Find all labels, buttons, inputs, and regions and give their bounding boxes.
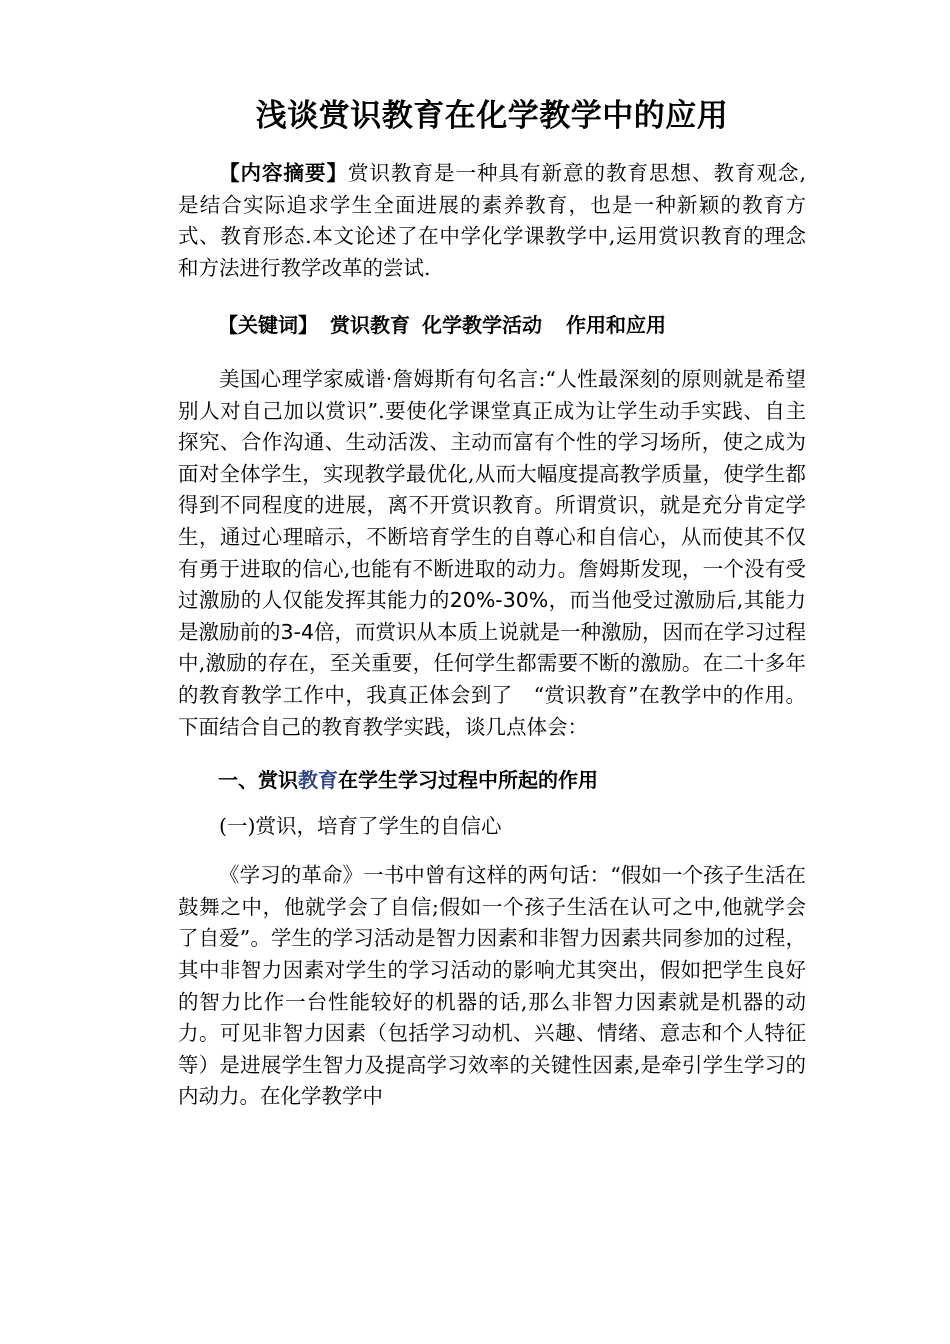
abstract-text: 赏识教育是一种具有新意的教育思想、教育观念, 是结合实际追求学生全面进展的素养教育，也是一种新颖的教育方式、教育形态.本文论述了在中学化学课教学中,运用赏识教育的理念和方法进行教学改革的尝试. [178, 161, 807, 280]
intro-text-3: 倍，而赏识从本质上说就是一种激励，因而在学习过程中,激励的存在，至关重要，任何学生都需要不断的激励。在二十多年的教育教学工作中，我真正体会到了 “赏识教育”在教学中的作用。下面结合自己的教育教学实践，谈几点体会： [178, 619, 807, 739]
keywords-paragraph [178, 310, 806, 342]
intro-multiplier: 3-4 [280, 619, 314, 644]
section-heading-link[interactable]: 教育 [298, 768, 338, 793]
keyword-item: 化学教学活动 [422, 313, 542, 338]
keyword-item: 作用和应用 [566, 313, 666, 338]
document-title: 浅谈赏识教育在化学教学中的应用 [255, 98, 729, 134]
sub-heading-1: (一)赏识，培育了学生的自信心 [219, 813, 502, 838]
intro-paragraph [178, 364, 806, 743]
section-heading-pre: 一、赏识 [218, 768, 298, 793]
document-page [178, 88, 806, 1113]
intro-text-1: 美国心理学家威谱·詹姆斯有句名言:“人性最深刻的原则就是希望别人对自己加以赏识”.要使化学课堂真正成为让学生动手实践、自主探究、合作沟通、生动活泼、主动而富有个性的学习场所，使之成为面对全体学生，实现教学最优化,从而大幅度提高教学质量，使学生都得到不同程度的进展，离不开赏识教育。所谓赏识，就是充分肯定学生，通过心理暗示，不断培育学生的自尊心和自信心，从而使其不仅有勇于进取的信心,也能有不断进取的动力。詹姆斯发现，一个没有受过激励的人仅能发挥其能力的 [178, 366, 806, 613]
abstract-paragraph [178, 158, 806, 284]
section-heading-post: 在学生学习过程中所起的作用 [338, 768, 598, 793]
section-heading-1 [178, 765, 806, 797]
abstract-label: 【内容摘要】 [219, 161, 348, 185]
keyword-item: 赏识教育 [330, 313, 410, 338]
intro-text-2: ，而当他受过激励后,其能力是激励前的 [178, 588, 807, 644]
body-paragraph: 《学习的革命》一书中曾有这样的两句话：“假如一个孩子生活在鼓舞之中，他就学会了自信;假如一个孩子生活在认可之中,他就学会了自爱”。学生的学习活动是智力因素和非智力因素共同参加的过程，其中非智力因素对学生的学习活动的影响尤其突出，假如把学生良好的智力比作一台性能较好的机器的话,那么非智力因素就是机器的动力。可见非智力因素（包括学习动机、兴趣、情绪、意志和个人特征等）是进展学生智力及提高学习效率的关键性因素,是牵引学生学习的内动力。在化学教学中 [178, 863, 806, 1109]
keywords-label: 【关键词】 [218, 313, 318, 338]
intro-percentage: 20%-30% [449, 588, 549, 613]
